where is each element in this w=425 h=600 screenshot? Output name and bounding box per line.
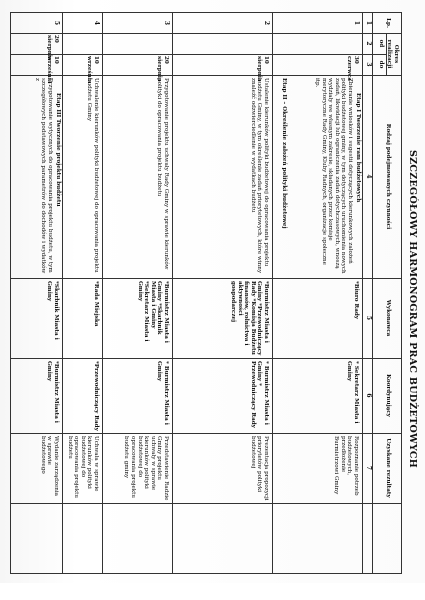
grid-line bbox=[11, 433, 401, 434]
row-wykonawca: *Biuro Rady bbox=[353, 281, 359, 320]
grid-line bbox=[62, 13, 63, 573]
header-rodzaj: Rodzaj podejmowanych czynności bbox=[385, 123, 391, 230]
grid-line bbox=[102, 13, 103, 573]
row-wykonawca: *Rada Miejska bbox=[93, 281, 99, 327]
header-uzyskane: Uzyskane rezultaty bbox=[385, 438, 391, 498]
col-number: 3 bbox=[365, 62, 372, 67]
row-rezultat: Prezentacja propozycji priorytetów polityki budżetowej bbox=[249, 436, 269, 501]
header-wykonawca: Wykonawca bbox=[385, 299, 391, 337]
row-activity: Uchwalenie kierunków polityki budżetowej do opracowania projektu budżetu Gminy bbox=[86, 78, 99, 273]
grid-line bbox=[11, 33, 401, 34]
row-wykonawca: *Burmistrz Miasta i Gminy *Przewodniczący Rady *Komisja Budżetu finansów, rolnictwa i aktywności gospodarczej bbox=[230, 281, 269, 356]
row-etap: Etap II – Określenie założeń polityki budżetowej bbox=[281, 78, 287, 229]
grid-line bbox=[272, 13, 273, 573]
row-od: 20 sierpnia bbox=[46, 35, 59, 61]
row-koordynujacy: * Burmistrz Miasta i Gminy * Przewodniczący Rady bbox=[249, 361, 269, 428]
grid-line bbox=[11, 358, 401, 359]
row-activity: Ustalenie kierunków polityki budżetowej do opracowania projektu budżetu Gminy, w tym określenie zadań priorytetowych, które winny znaleźć odzwierciedlenie w wydatkach budżetu bbox=[249, 78, 269, 273]
schedule-table bbox=[10, 12, 402, 574]
row-do: 10 września bbox=[86, 56, 99, 84]
row-do: 30 czerwca bbox=[346, 56, 359, 81]
document-title: SZCZEGÓŁOWY HARMONOGRAM PRAC BUDŻETOWYCH bbox=[407, 150, 418, 469]
grid-line bbox=[372, 13, 373, 573]
row-koordynujacy: *Przewodniczący Rady bbox=[93, 361, 99, 431]
row-do: 10 sierpnia bbox=[256, 56, 269, 82]
header-okres: Okres realizacji bbox=[386, 39, 399, 69]
col-number: 5 bbox=[365, 315, 372, 321]
header-do: do bbox=[378, 60, 384, 69]
row-activity: Przygotowanie wytycznych do opracowania projektu budżetu, w tym szczegółowych podstawowych parametrów do dochodów i wydatków z bbox=[33, 78, 53, 274]
col-number: 6 bbox=[365, 393, 372, 398]
row-wykonawca: *Burmistrz Miasta i Gminy *Skarbnik Miasta i Gminy *Sekretarz Miasta i Gminy bbox=[136, 281, 169, 343]
row-activity: Przygotowanie projektu uchwały Rady Gminy w sprawie kierunków polityki do opracowania projektu budżetu bbox=[156, 78, 169, 270]
row-rezultat: Uchwała w sprawie kierunków polityki budżetowej do opracowania projektu budżetu bbox=[66, 436, 99, 498]
row-lp: 5 bbox=[53, 20, 60, 26]
row-lp: 2 bbox=[263, 20, 270, 26]
col-number: 1 bbox=[365, 20, 372, 26]
row-rezultat: Wydanie zarządzenia w sprawie budżetowego bbox=[39, 436, 59, 496]
row-do: 10 września bbox=[46, 56, 59, 84]
row-lp: 1 bbox=[353, 20, 360, 26]
row-activity: Zbieranie wniosków i sugestii dotyczących kierunkowych założeń polityki budżetowej gminy, w tym dotyczących uruchomienia nowych zadań, likwidacji lub ograniczenia zadań dotychczasowych, wnoszą wydziały we własnym zakresie, składanych przez komisje merytoryczne Rady Gminy, Kluby Radnych, organizacje społeczne itp. bbox=[314, 78, 353, 274]
grid-line bbox=[11, 503, 401, 504]
header-lp: Lp. bbox=[385, 18, 391, 28]
row-lp: 4 bbox=[93, 20, 100, 26]
grid-line bbox=[11, 278, 401, 279]
col-number: 2 bbox=[365, 41, 372, 46]
grid-line bbox=[11, 54, 387, 55]
header-od: od bbox=[378, 39, 384, 48]
row-wykonawca: *Skarbnik Miasta i Gminy bbox=[46, 281, 59, 340]
row-etap: Etap I Tworzenie ram budżetowych bbox=[355, 93, 361, 203]
header-koordynujacy: Koordynujący bbox=[385, 374, 391, 417]
col-number: 4 bbox=[365, 174, 372, 179]
grid-line bbox=[172, 13, 173, 573]
col-number: 7 bbox=[365, 465, 372, 471]
row-lp: 3 bbox=[163, 20, 170, 26]
grid-line bbox=[11, 75, 401, 76]
row-do: 20 sierpnia bbox=[156, 56, 169, 82]
row-koordynujacy: *Burmistrz Miasta i Gminy bbox=[46, 361, 59, 423]
row-koordynujacy: * Sekretarz Miasta i Gminy bbox=[346, 361, 359, 424]
row-rezultat: Rozpoznanie potrzeb budżetowych, przedłożenie Burmistrzowi Gminy bbox=[333, 436, 359, 496]
row-koordynujacy: * Burmistrz Miasta i Gminy bbox=[156, 361, 169, 425]
row-etap: Etap III Tworzenie projektu budżetu bbox=[55, 93, 61, 207]
grid-line bbox=[362, 13, 363, 573]
row-rezultat: Przedstawienie Radzie Gminy projektu uchwały w sprawie kierunków polityki budżetowej do opracowania projektu budżetu gminy bbox=[123, 436, 169, 501]
